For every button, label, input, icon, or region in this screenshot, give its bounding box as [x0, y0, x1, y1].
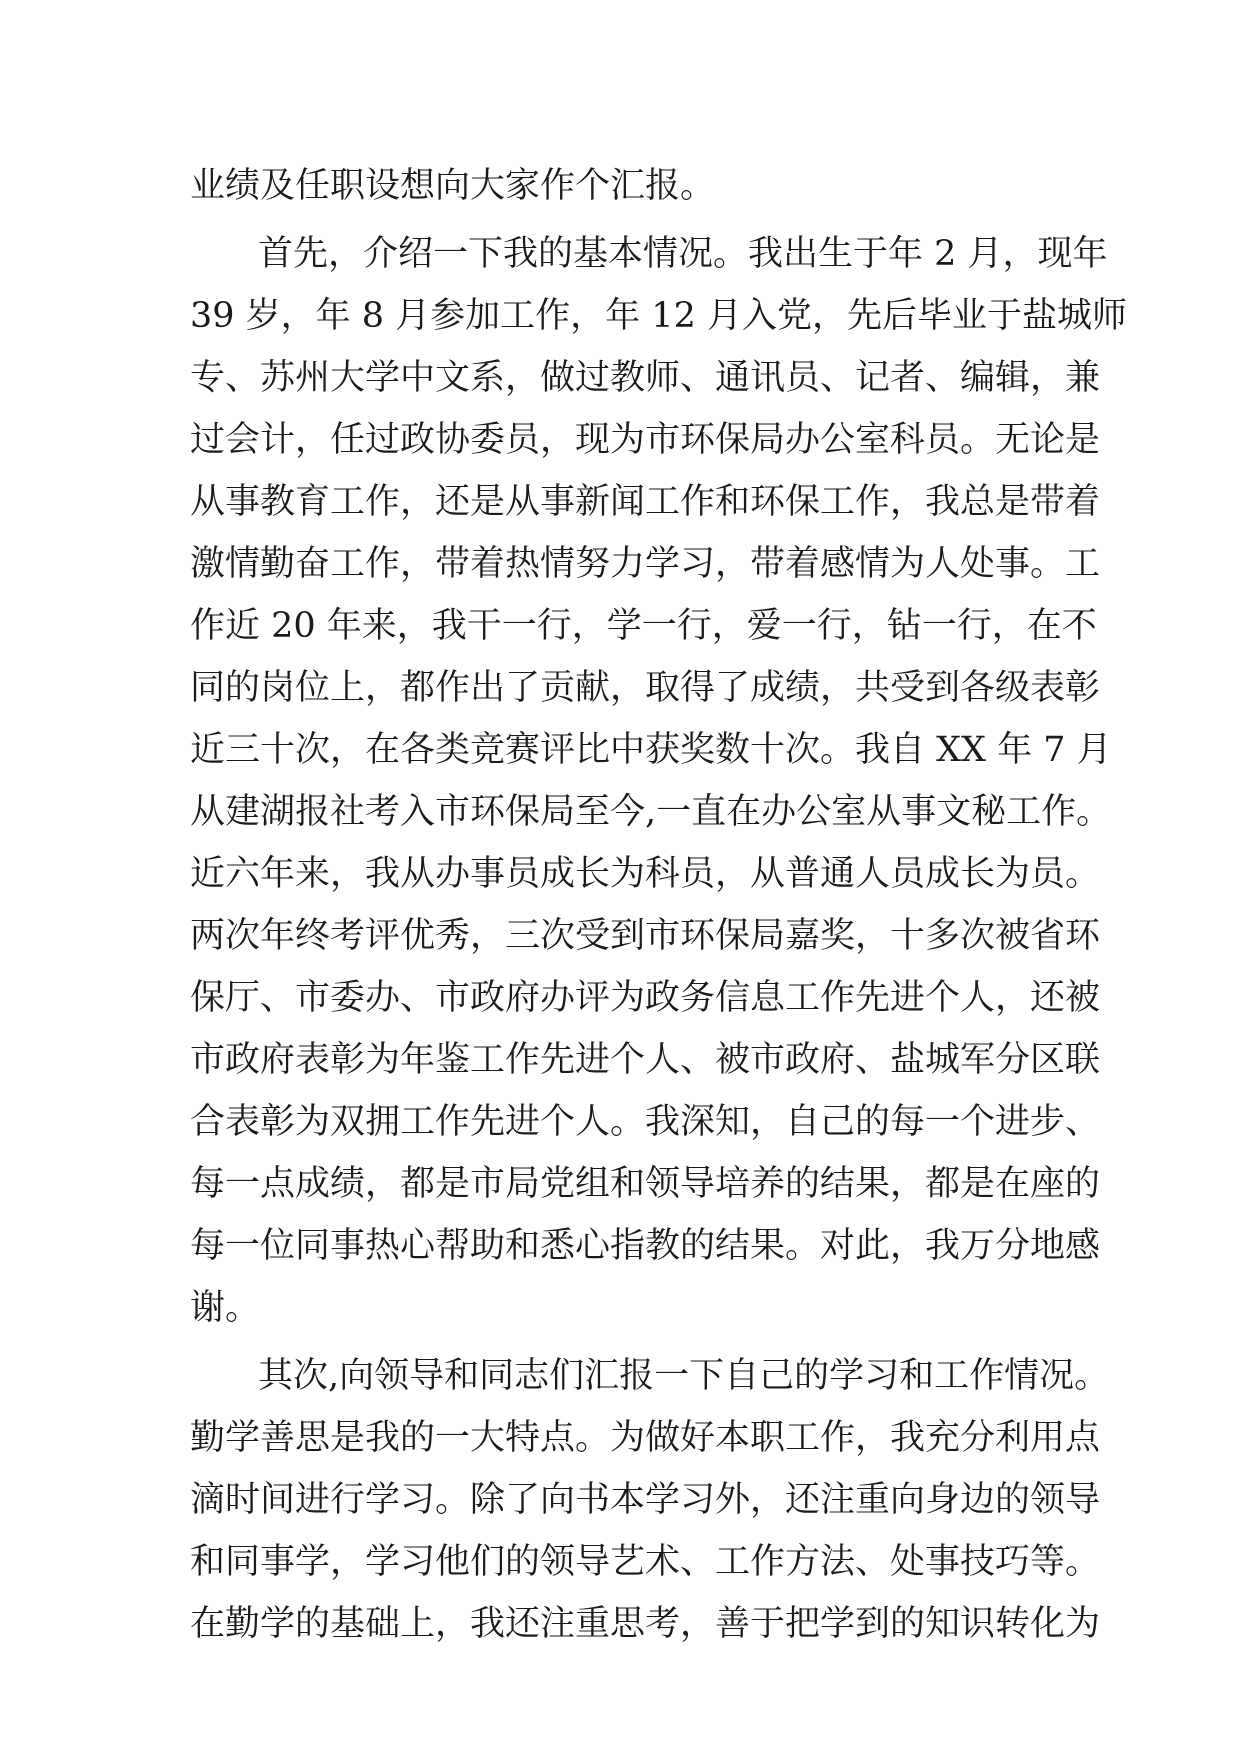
paragraph-basic-info: [190, 223, 1127, 1339]
paragraph-study-work: [190, 1345, 1110, 1655]
text-line: 谢。: [190, 1288, 261, 1328]
text-line: 过会计，任过政协委员，现为市环保局办公室科员。无论是: [190, 420, 1101, 460]
text-line: 和同事学，学习他们的领导艺术、工作方法、处事技巧等。: [190, 1542, 1101, 1582]
text-line: 专、苏州大学中文系，做过教师、通讯员、记者、编辑，兼: [190, 358, 1101, 398]
text-line: 作近 20 年来，我干一行，学一行，爱一行，钻一行，在不: [190, 606, 1097, 646]
text-line: 市政府表彰为年鉴工作先进个人、被市政府、盐城军分区联: [190, 1040, 1101, 1080]
text-line: 滴时间进行学习。除了向书本学习外，还注重向身边的领导: [190, 1480, 1101, 1520]
text-line: 业绩及任职设想向大家作个汇报。: [190, 166, 716, 206]
text-line: 其次,向领导和同志们汇报一下自己的学习和工作情况。: [258, 1356, 1110, 1396]
text-line: 勤学善思是我的一大特点。为做好本职工作，我充分利用点: [190, 1418, 1101, 1458]
text-line: 首先，介绍一下我的基本情况。我出生于年 2 月，现年: [258, 234, 1108, 274]
text-line: 39 岁，年 8 月参加工作，年 12 月入党，先后毕业于盐城师: [190, 296, 1127, 336]
text-line: 激情勤奋工作，带着热情努力学习，带着感情为人处事。工: [190, 544, 1101, 584]
text-line: 近三十次，在各类竞赛评比中获奖数十次。我自 XX 年 7 月: [190, 730, 1112, 770]
text-line: 从事教育工作，还是从事新闻工作和环保工作，我总是带着: [190, 482, 1101, 522]
document-body: [190, 155, 1127, 1655]
text-line: 每一点成绩，都是市局党组和领导培养的结果，都是在座的: [190, 1164, 1101, 1204]
text-line: 近六年来，我从办事员成长为科员，从普通人员成长为员。: [190, 854, 1101, 894]
paragraph-continuation: [190, 155, 1070, 217]
text-line: 合表彰为双拥工作先进个人。我深知，自己的每一个进步、: [190, 1102, 1101, 1142]
text-line: 在勤学的基础上，我还注重思考，善于把学到的知识转化为: [190, 1604, 1101, 1644]
text-line: 两次年终考评优秀，三次受到市环保局嘉奖，十多次被省环: [190, 916, 1101, 956]
text-line: 每一位同事热心帮助和悉心指教的结果。对此，我万分地感: [190, 1226, 1101, 1266]
text-line: 同的岗位上，都作出了贡献，取得了成绩，共受到各级表彰: [190, 668, 1101, 708]
text-line: 从建湖报社考入市环保局至今,一直在办公室从事文秘工作。: [190, 792, 1112, 832]
text-line: 保厅、市委办、市政府办评为政务信息工作先进个人，还被: [190, 978, 1101, 1018]
